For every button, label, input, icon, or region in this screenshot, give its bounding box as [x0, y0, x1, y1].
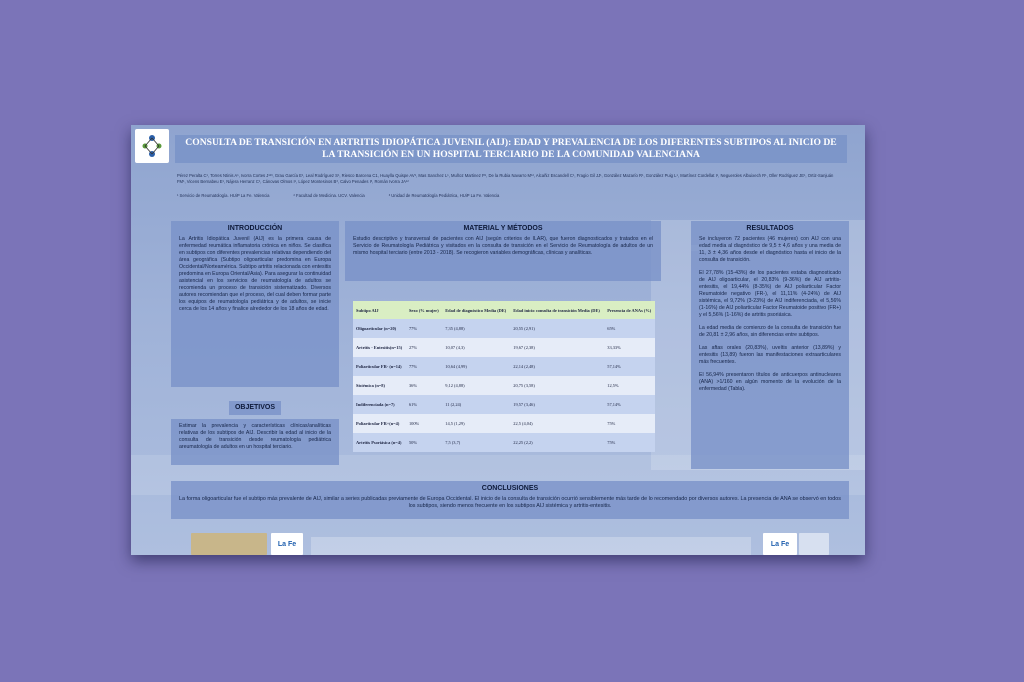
conclusiones-section [171, 481, 849, 519]
conclusiones-text: La forma oligoarticular fue el subtipo más prevalente de AIJ, similar a series publicadas previamente de Europa Occidental. El inicio de la consulta de transición ocurrió sensiblemente más tarde de lo recomendado por diversos autores. La presencia de ANA se observó en todos los subtipos, siendo menos frecuente en los subtipos AIJ sistémica y artritis-entesitis. [179, 496, 841, 509]
intro-heading: INTRODUCCIÓN [227, 225, 283, 232]
objetivos-text: Estimar la prevalencia y características clínicas/analíticas relativas de los subtipos de AIJ. Describir la edad al inicio de la consulta de transición desde reumatología pediátrica areumatología de adultos en un hospital terciario. [179, 423, 331, 450]
table-cell: 10,64 (4,99) [442, 357, 510, 376]
sponsor-logo [191, 533, 267, 555]
table-row [353, 376, 655, 395]
resultados-paragraph: El 56,94% presentaron títulos de anticuerpos antinucleares (ANA) >1/160 en algún momento de la evolución de la enfermedad (Tabla). [699, 372, 841, 392]
table-cell: Indiferenciada (n=7) [353, 395, 406, 414]
affiliation-1: ¹ Servicio de Reumatología. HUiP La Fe. Valencia [177, 193, 270, 198]
table-header-cell: Presencia de ANAs (%) [604, 301, 655, 319]
table-row [353, 319, 655, 338]
table-cell: 22,25 (2,2) [510, 433, 604, 452]
resultados-heading: RESULTADOS [746, 225, 794, 232]
table-cell: 75% [604, 433, 655, 452]
table-cell: Poliarticular FR- (n=14) [353, 357, 406, 376]
table-cell: Artritis - Entesitis(n=15) [353, 338, 406, 357]
table-header-cell: Sexo (% mujer) [406, 301, 442, 319]
table-cell: 75% [604, 414, 655, 433]
table-row [353, 414, 655, 433]
footer-strip [311, 537, 751, 555]
table-cell: Artritis Psoriásica (n=4) [353, 433, 406, 452]
objetivos-section [171, 419, 339, 465]
table-cell: Sistémica (n=8) [353, 376, 406, 395]
table-cell: 9,12 (4,88) [442, 376, 510, 395]
table-cell: 22,5 (4,04) [510, 414, 604, 433]
metodos-text: Estudio descriptivo y transversal de pacientes con AIJ (según criterios de ILAR), que fueron diagnosticados y tratados en el Servicio de Reumatología Pediátrica y visitados en la consulta de transición en el Servicio de Reumatología de adultos de un mismo hospital terciario (entre 2013 - 2018). Se recogieron variables demográficas, clínicas y analíticas. [353, 236, 653, 256]
table-cell: 19,67 (2,38) [510, 338, 604, 357]
table-cell: 20,75 (3,58) [510, 376, 604, 395]
table-cell: 50% [406, 433, 442, 452]
resultados-paragraph: La edad media de comienzo de la consulta de transición fue de 20,81 ± 2,96 años, sin diferencias entre subtipos. [699, 325, 841, 338]
subtypes-table [353, 301, 655, 452]
table-row [353, 338, 655, 357]
resultados-paragraph: Las aftas orales (20,83%), uveítis anterior (13,89%) y entesitis (13,89) fueron las manifestaciones extraarticulares más frecuentes. [699, 345, 841, 365]
affiliation-3: ³ Unidad de Reumatología Pediátrica, HUiP La Fe. Valencia [388, 193, 500, 198]
table-row [353, 395, 655, 414]
molecule-icon [138, 132, 166, 160]
table-cell: 77% [406, 357, 442, 376]
table-cell: 36% [406, 376, 442, 395]
lafe-logo-right: La Fe [763, 533, 797, 555]
table-cell: 57,14% [604, 395, 655, 414]
table-header-cell: Edad de diagnóstico Media (DE) [442, 301, 510, 319]
table-cell: 27% [406, 338, 442, 357]
table-cell: 7,35 (4,88) [442, 319, 510, 338]
resultados-paragraph: Se incluyeron 72 pacientes (46 mujeres) con AIJ con una edad media al diagnóstico de 9,5 ± 4,6 años y una media de 11, 3 ± 4,36 años desde el diagnóstico hasta el inicio de la consulta de transición. [699, 236, 841, 263]
table-row [353, 433, 655, 452]
society-logo [135, 129, 169, 163]
table-row [353, 357, 655, 376]
conclusiones-heading: CONCLUSIONES [481, 485, 539, 492]
table-header-cell: Subtipo AIJ [353, 301, 406, 319]
lafe-logo: La Fe [271, 533, 303, 555]
resultados-section [691, 221, 849, 469]
table-cell: 65% [604, 319, 655, 338]
table-cell: 11 (2,24) [442, 395, 510, 414]
table-cell: 10,07 (4,3) [442, 338, 510, 357]
institution-logo [799, 533, 829, 555]
resultados-paragraph: El 27,78% (15-43%) de los pacientes estaba diagnosticado de AIJ oligoarticular, el 20,83% (9-36%) de AIJ artritis-entesitis, el 19,44% (8-35%) de AIJ poliarticular Factor Reumatoide negativo (FR-), el 11,11% (4-24%) de AIJ sistémica, el 9,72% (3-23%) de AIJ indiferenciada, el 5,56% (1-16%) de AIJ poliarticular Factor Reumatoide positivo (FR+) y el 5,56% (1-16%) de artritis psoriásica. [699, 270, 841, 318]
objetivos-header-box [229, 401, 281, 415]
table-cell: 7,5 (3,7) [442, 433, 510, 452]
objetivos-heading: OBJETIVOS [234, 404, 276, 411]
table-header-cell: Edad inicio consulta de transición Media (DE) [510, 301, 604, 319]
table-cell: Poliarticular FR+(n=4) [353, 414, 406, 433]
table-header-row [353, 301, 655, 319]
table-cell: Oligoarticular (n=20) [353, 319, 406, 338]
metodos-section [345, 221, 661, 281]
table-cell: 14,5 (1,29) [442, 414, 510, 433]
table-cell: 100% [406, 414, 442, 433]
table-cell: 12,5% [604, 376, 655, 395]
intro-text: La Artritis Idiopática Juvenil (AIJ) es la primera causa de enfermedad reumática inflamatoria crónica en niños. Se clasifica en subtipos con diferentes prevalencias relativas dependiendo del área geográfica (Subtipo oligoarticular predomina en Europa Occidental/Norteamérica. Subtipo artritis relacionada con entesitis predomina en Europa Oriental/Asia). Para asegurar la continuidad asistencial en los servicios de reumatología de adultos se recomienda un proceso de transición sistematizado. Diversos autores recomiendan que el proceso, del cual deben formar parte los equipos de reumatología pediátrica y de adultos, se inicie cerca de los 14 años y finalice alrededor de los 18 años de edad. [179, 236, 331, 312]
table-cell: 22,14 (2,48) [510, 357, 604, 376]
affiliations [177, 193, 837, 199]
affiliation-2: ² Facultad de Medicina. UCV. Valencia [293, 193, 365, 198]
author-list: Pérez Peralta C¹, Torres Ntinis A¹, Ivorra Cortes J¹²³, Grau García E¹, Leal Rodríguez S¹, Riesco Barcena C1, Huaylla Quispe AV¹, Mas Sanchez L¹, Muñoz Martinez P¹, De la Rubia Navarro M¹², Alcañiz Escandell C¹, Fragio Gil JJ¹, González Mazarío R¹, González Puig L¹, Martínez Cordellat I¹, Negueroles Albuixech R¹, Oller Rodriguez JE¹, Ortiz-Sanjuán FM¹, Vicens Bernabeu E¹, Nájera Herranz C¹, Cánovas Olmos I¹, López Montesinos B³, Calvo Penades I³, Román Ivorra JA¹² [177, 173, 834, 184]
poster-title: CONSULTA DE TRANSICIÓN EN ARTRITIS IDIOPÁTICA JUVENIL (AIJ): EDAD Y PREVALENCIA DE LOS DIFERENTES SUBTIPOS AL INICIO DE LA TRANSICIÓN EN UN HOSPITAL TERCIARIO DE LA COMUNIDAD VALENCIANA [175, 135, 847, 163]
intro-section [171, 221, 339, 387]
table-cell: 57,14% [604, 357, 655, 376]
table-cell: 33,33% [604, 338, 655, 357]
table-cell: 20,55 (2,91) [510, 319, 604, 338]
table-cell: 77% [406, 319, 442, 338]
table-cell: 19,57 (3,46) [510, 395, 604, 414]
table-cell: 61% [406, 395, 442, 414]
poster [131, 125, 865, 555]
resultados-text [691, 236, 849, 393]
footer-logos [191, 533, 831, 555]
metodos-heading: MATERIAL Y MÉTODOS [463, 225, 543, 232]
